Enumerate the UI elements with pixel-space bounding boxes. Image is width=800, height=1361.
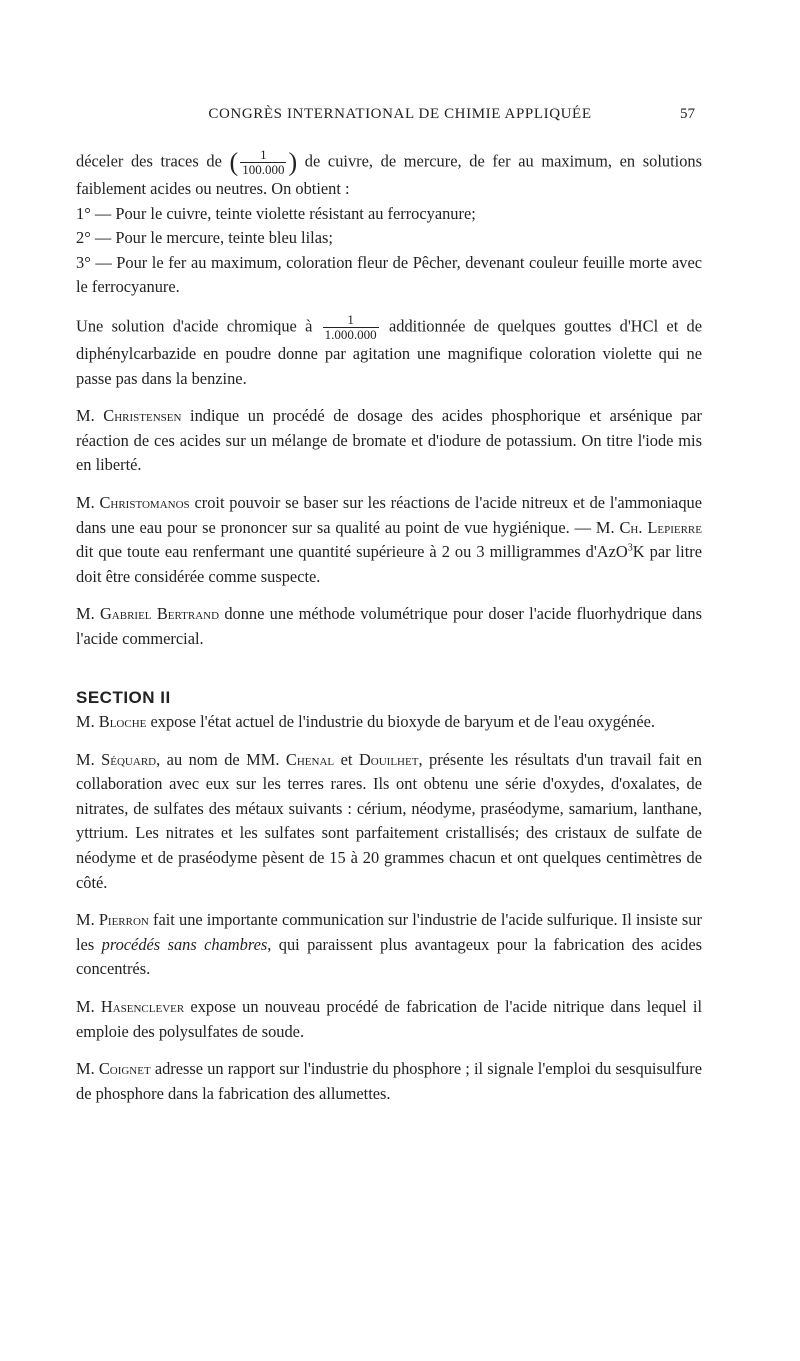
paragraph-christensen: M. Christensen indique un procédé de dosage des acides phosphorique et arsénique par réaction de ces acides sur un mélange de bromate et d'iodure de potassium. On titre l'iode mis en liberté. — [76, 406, 702, 475]
page-number: 57 — [680, 106, 695, 122]
paragraph-sequard: M. Séquard, au nom de MM. Chenal et Douilhet, présente les résultats d'un travail fait en collaboration avec eux sur les terres rares. Ils ont obtenu une série d'oxydes, d'oxalates, de nitrates, de sulfates des métaux suivants : cérium, néodyme, praséodyme, samarium, lanthane, yttrium. Les nitrates et les sulfates sont parfaitement cristallisés; des cristaux de sulfate de néodyme et de praséodyme pèsent de 15 à 20 grammes chacun et ont quelques centimètres de côté. — [76, 749, 702, 892]
author-name: Ch. Lepierre — [619, 517, 702, 537]
author-name: Douilhet — [358, 749, 419, 769]
paragraph-chromic-acid: Une solution d'acide chromique à $\frac{1}{1.000.000}$ additionnée de quelques gouttes d'HCl et de diphénylcarbazide en poudre donne par agitation une magnifique coloration violette qui ne passe pas dans la benzine. — [76, 311, 703, 388]
fraction: $\frac{1}{100.000}$ — [242, 147, 285, 177]
running-header — [0, 106, 800, 130]
emphasis: procédés sans chambres — [101, 934, 268, 954]
author-name: Bloche — [98, 712, 147, 732]
header-title: CONGRÈS INTERNATIONAL DE CHIMIE APPLIQUÉE — [208, 106, 592, 122]
paragraph-bloche: M. Bloche expose l'état actuel de l'industrie du bioxyde de baryum et de l'eau oxygénée. — [76, 712, 656, 732]
author-name: Pierron — [98, 910, 149, 930]
list-item: 3° — Pour le fer au maximum, coloration fleur de Pêcher, devenant couleur feuille morte avec le ferrocyanure. — [76, 252, 702, 297]
paragraph-detection-limits: déceler des traces de ( $\frac{1}{100.000}$ ) de cuivre, de mercure, de fer au maximum, en solutions faiblement acides ou neutres. On obtient : — [76, 147, 702, 198]
close-parenthesis: ) — [288, 147, 298, 177]
author-name: Coignet — [98, 1059, 151, 1079]
list-item: 2° — Pour le mercure, teinte bleu lilas; — [76, 228, 333, 248]
paragraph-coignet: M. Coignet adresse un rapport sur l'industrie du phosphore ; il signale l'emploi du sesquisulfure de phosphore dans la fabrication des allumettes. — [76, 1059, 702, 1103]
author-name: Christensen — [103, 406, 182, 426]
author-name: Christomanos — [99, 492, 190, 512]
open-parenthesis: ( — [229, 147, 239, 177]
section-heading: SECTION II — [76, 687, 171, 707]
paragraph-christomanos: M. Christomanos croit pouvoir se baser sur les réactions de l'acide nitreux et de l'ammoniaque dans une eau pour se prononcer sur sa qualité au point de vue hygiénique. — M. Ch. Lepierre dit que toute eau renfermant une quantité supérieure à 2 ou 3 milligrammes d'AzO$^3$K par litre doit être considérée comme suspecte. — [76, 492, 702, 586]
author-name: Gabriel Bertrand — [99, 604, 220, 624]
author-name: Chenal — [285, 749, 335, 769]
paragraph-bertrand: M. Gabriel Bertrand donne une méthode volumétrique pour doser l'acide fluorhydrique dans l'acide commercial. — [76, 604, 702, 648]
paragraph-hasenclever: M. Hasenclever expose un nouveau procédé de fabrication de l'acide nitrique dans lequel il emploie des polysulfates de soude. — [76, 997, 702, 1041]
list-item: 1° — Pour le cuivre, teinte violette résistant au ferrocyanure; — [76, 203, 476, 223]
author-name: Séquard — [101, 749, 157, 769]
author-name: Hasenclever — [100, 997, 185, 1017]
body-text — [76, 148, 702, 1106]
paragraph-pierron: M. Pierron fait une importante communication sur l'industrie de l'acide sulfurique. Il insiste sur les procédés sans chambres, qui paraissent plus avantageux pour la fabrication des acides concentrés. — [76, 910, 702, 979]
fraction: $\frac{1}{1.000.000}$ — [324, 311, 377, 342]
